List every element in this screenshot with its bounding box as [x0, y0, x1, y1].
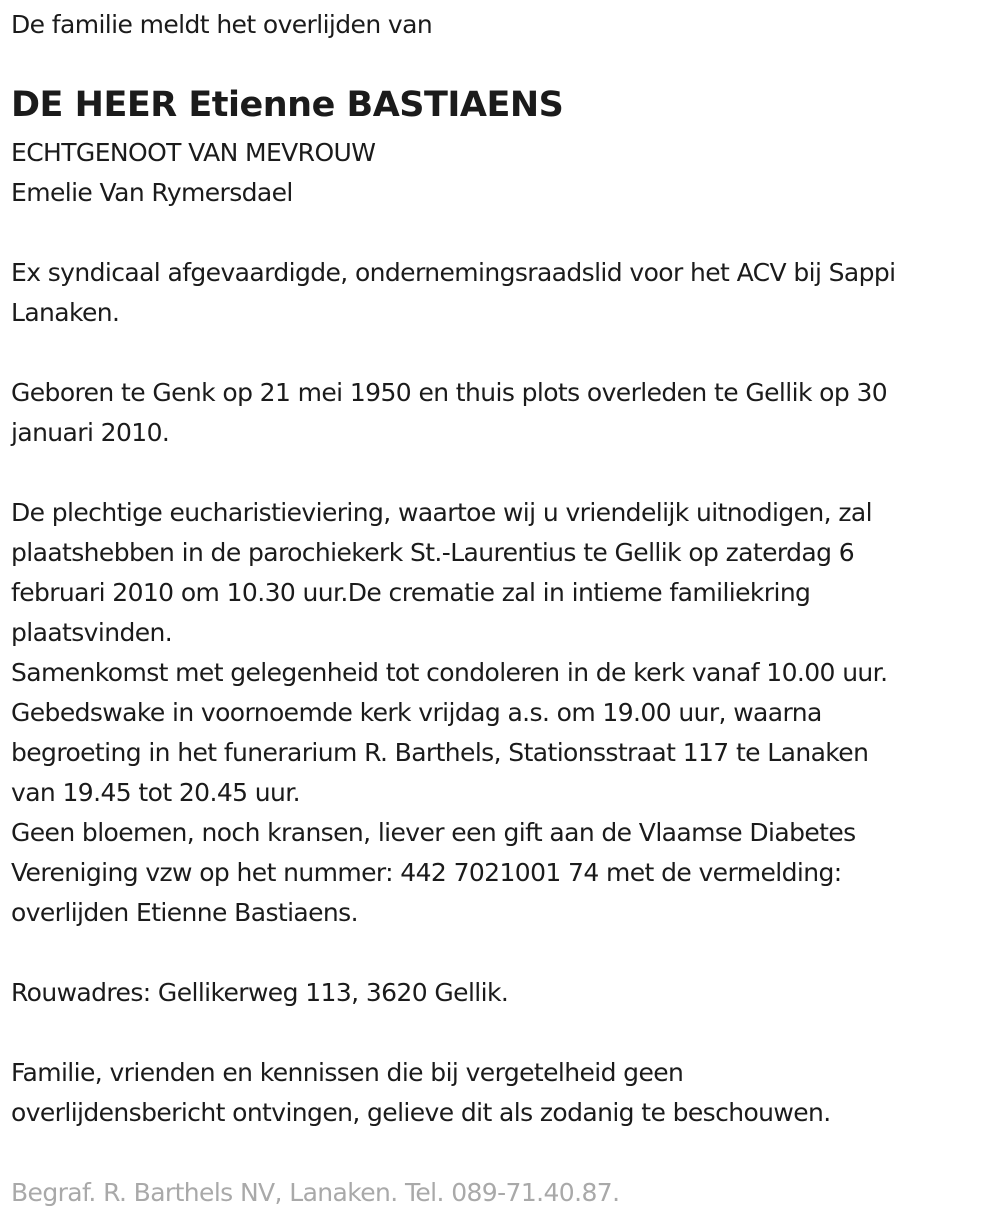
birth-death-line: januari 2010. — [11, 418, 170, 447]
funeral-home-footer: Begraf. R. Barthels NV, Lanaken. Tel. 089-71.40.87. — [11, 1178, 620, 1207]
spouse-name: Emelie Van Rymersdael — [11, 178, 293, 207]
occupation-line: Ex syndicaal afgevaardigde, ondernemingsraadslid voor het ACV bij Sappi — [11, 258, 896, 287]
ceremony-line: plaatshebben in de parochiekerk St.-Laurentius te Gellik op zaterdag 6 — [11, 538, 855, 567]
ceremony-line: Vereniging vzw op het nummer: 442 7021001 74 met de vermelding: — [11, 858, 842, 887]
ceremony-line: overlijden Etienne Bastiaens. — [11, 898, 358, 927]
ceremony-line: Samenkomst met gelegenheid tot condoleren in de kerk vanaf 10.00 uur. — [11, 658, 888, 687]
intro-text: De familie meldt het overlijden van — [11, 10, 433, 39]
spouse-label: ECHTGENOOT VAN MEVROUW — [11, 138, 376, 167]
ceremony-line: Geen bloemen, noch kransen, liever een gift aan de Vlaamse Diabetes — [11, 818, 856, 847]
closing-line: overlijdensbericht ontvingen, gelieve dit als zodanig te beschouwen. — [11, 1098, 831, 1127]
ceremony-line: begroeting in het funerarium R. Barthels, Stationsstraat 117 te Lanaken — [11, 738, 869, 767]
ceremony-line: van 19.45 tot 20.45 uur. — [11, 778, 301, 807]
birth-death-line: Geboren te Genk op 21 mei 1950 en thuis plots overleden te Gellik op 30 — [11, 378, 888, 407]
closing-line: Familie, vrienden en kennissen die bij vergetelheid geen — [11, 1058, 684, 1087]
deceased-name-heading: DE HEER Etienne BASTIAENS — [11, 85, 564, 125]
ceremony-line: februari 2010 om 10.30 uur.De crematie zal in intieme familiekring — [11, 578, 811, 607]
ceremony-line: De plechtige eucharistieviering, waartoe wij u vriendelijk uitnodigen, zal — [11, 498, 872, 527]
mourning-address: Rouwadres: Gellikerweg 113, 3620 Gellik. — [11, 978, 509, 1007]
occupation-line: Lanaken. — [11, 298, 120, 327]
ceremony-line: Gebedswake in voornoemde kerk vrijdag a.s. om 19.00 uur, waarna — [11, 698, 822, 727]
ceremony-line: plaatsvinden. — [11, 618, 173, 647]
